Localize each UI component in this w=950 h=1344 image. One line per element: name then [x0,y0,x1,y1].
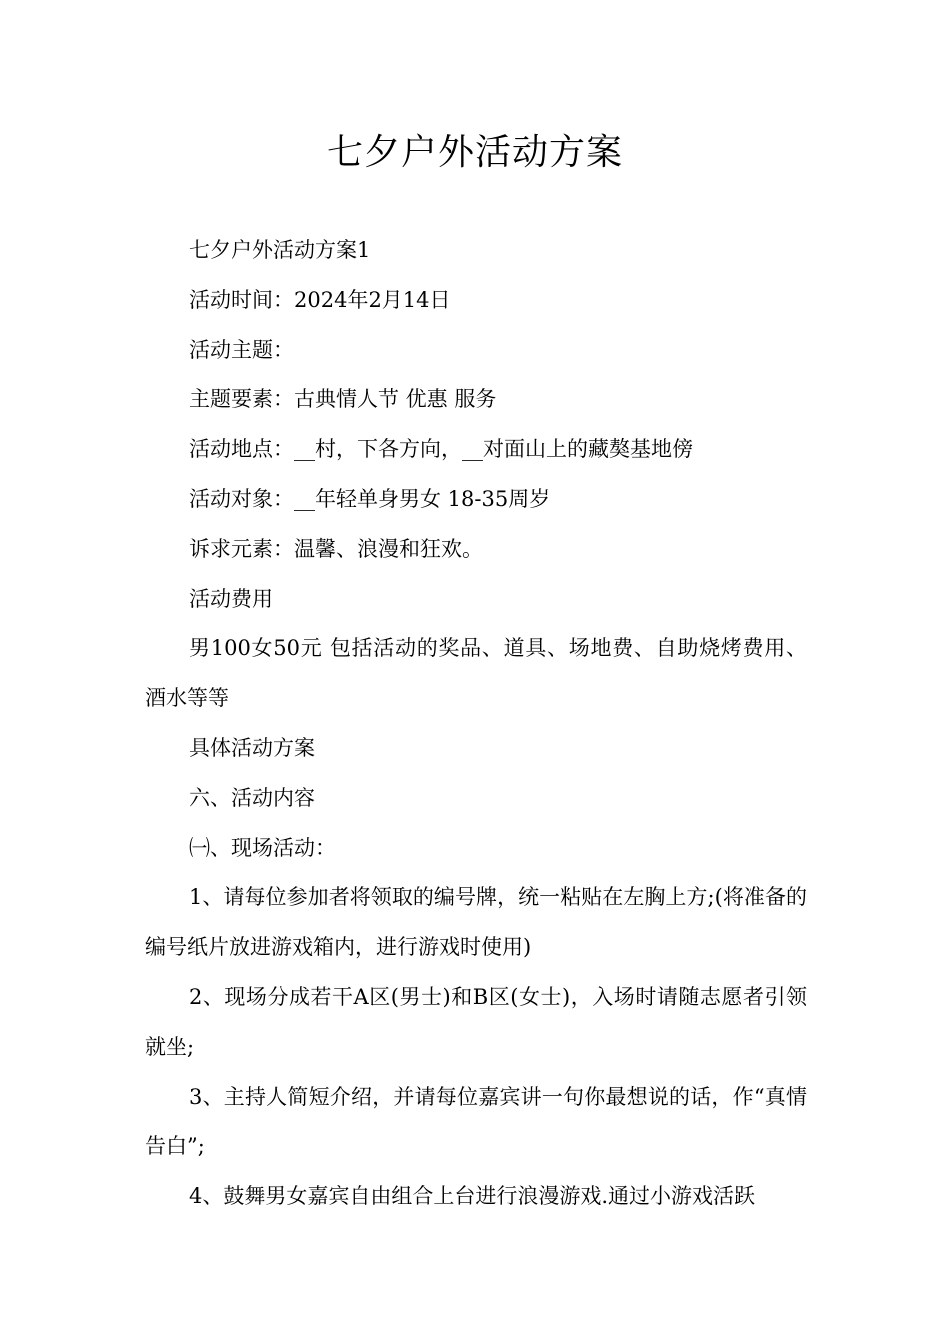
paragraph-appeal-elements: 诉求元素：温馨、浪漫和狂欢。 [189,536,483,561]
paragraph-item-3: 3、主持人简短介绍，并请每位嘉宾讲一句你最想说的话，作“真情告白”; [145,1084,807,1159]
document-body [145,226,807,1222]
paragraph-activity-time: 活动时间：2024年2月14日 [189,287,451,312]
paragraph-section-six: 六、活动内容 [189,785,315,810]
paragraph-plan-heading: 七夕户外活动方案1 [189,238,371,262]
paragraph-activity-fee: 男100女50元 包括活动的奖品、道具、场地费、自助烧烤费用、酒水等等 [145,636,807,711]
document-title: 七夕户外活动方案 [326,132,623,173]
paragraph-item-2: 2、现场分成若干A区(男士)和B区(女士)，入场时请随志愿者引领就坐; [145,984,807,1059]
paragraph-item-4: 4、鼓舞男女嘉宾自由组合上台进行浪漫游戏.通过小游戏活跃 [189,1184,756,1209]
paragraph-item-1: 1、请每位参加者将领取的编号牌，统一粘贴在左胸上方;(将准备的编号纸片放进游戏箱内，进行游戏时使用) [145,885,807,960]
paragraph-activity-target: 活动对象：__年轻单身男女 18-35周岁 [189,486,551,511]
paragraph-onsite-activities: ㈠、现场活动： [189,835,336,860]
paragraph-activity-fee-heading: 活动费用 [189,586,273,611]
paragraph-activity-theme: 活动主题： [189,337,294,362]
paragraph-activity-location: 活动地点：__村，下各方向，__对面山上的藏獒基地傍 [189,437,693,462]
paragraph-theme-elements: 主题要素：古典情人节 优惠 服务 [189,387,497,412]
paragraph-specific-plan: 具体活动方案 [189,735,315,760]
